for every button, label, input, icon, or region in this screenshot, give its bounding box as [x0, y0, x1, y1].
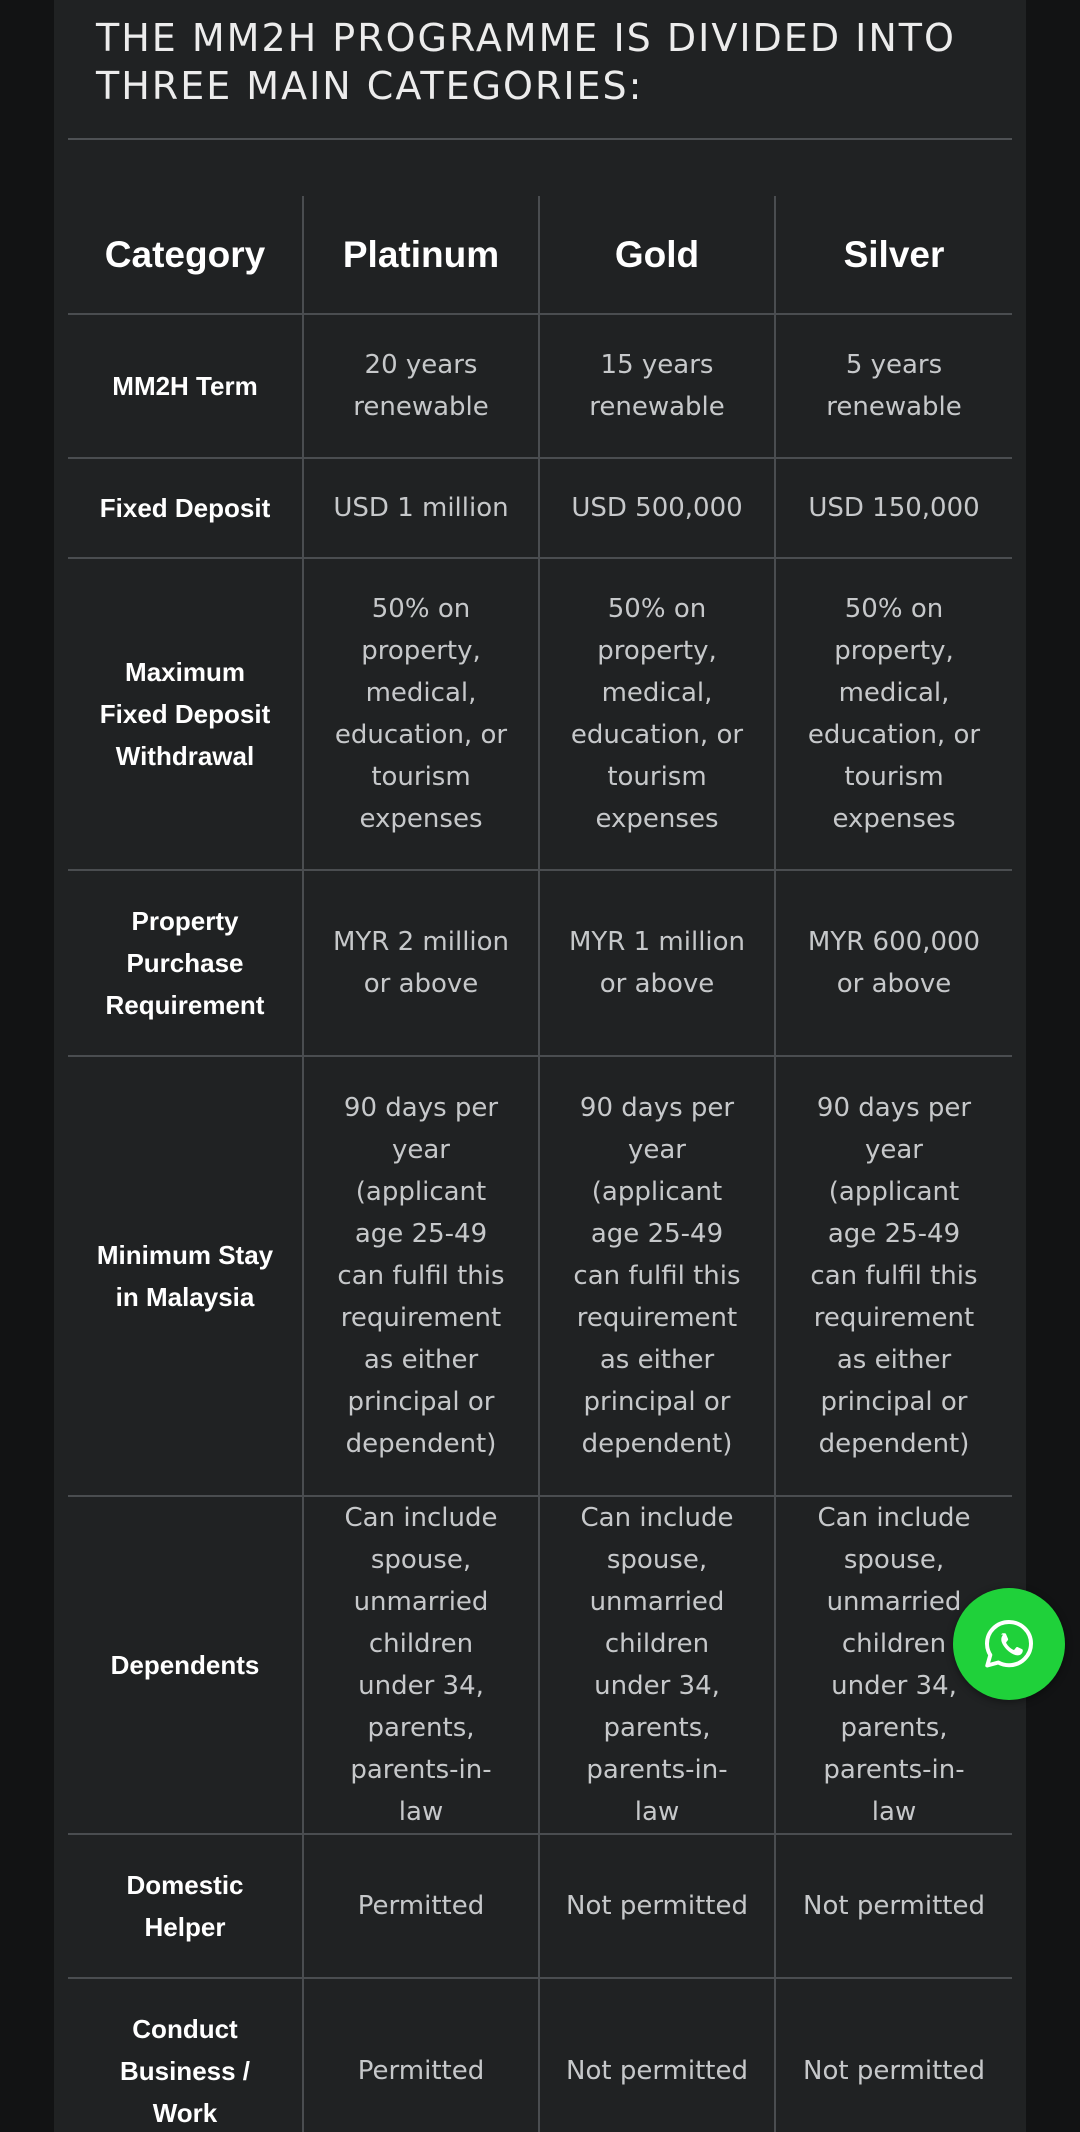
cell-platinum: 50% on property, medical, education, or tourism expenses [303, 558, 539, 870]
table-row [68, 1834, 1012, 1978]
section-heading: THE MM2H PROGRAMME IS DIVIDED INTO THREE MAIN CATEGORIES: [96, 16, 956, 108]
cell-silver: Not permitted [775, 1834, 1012, 1978]
row-label: Property Purchase Requirement [68, 870, 303, 1056]
table-row [68, 558, 1012, 870]
cell-silver: 50% on property, medical, education, or tourism expenses [775, 558, 1012, 870]
cell-gold: 50% on property, medical, education, or tourism expenses [539, 558, 775, 870]
content-panel [54, 0, 1026, 2132]
whatsapp-icon [981, 1616, 1037, 1672]
cell-gold: 90 days per year (applicant age 25-49 can fulfil this requirement as either principal or dependent) [539, 1056, 775, 1496]
header-gold: Gold [539, 196, 775, 314]
cell-gold: Not permitted [539, 1978, 775, 2132]
row-label: Conduct Business / Work [68, 1978, 303, 2132]
table-row [68, 314, 1012, 458]
cell-platinum: 90 days per year (applicant age 25-49 can fulfil this requirement as either principal or dependent) [303, 1056, 539, 1496]
row-label: Fixed Deposit [68, 458, 303, 558]
header-platinum: Platinum [303, 196, 539, 314]
table-row [68, 458, 1012, 558]
cell-platinum: Permitted [303, 1834, 539, 1978]
cell-gold: 15 years renewable [539, 314, 775, 458]
cell-silver: Can include spouse, unmarried children under 34, parents, parents-in-law [775, 1496, 1012, 1834]
cell-gold: USD 500,000 [539, 458, 775, 558]
table-row [68, 1978, 1012, 2132]
header-silver: Silver [775, 196, 1012, 314]
whatsapp-button[interactable] [953, 1588, 1065, 1700]
divider [68, 138, 1012, 140]
cell-gold: Can include spouse, unmarried children under 34, parents, parents-in-law [539, 1496, 775, 1834]
cell-silver: 90 days per year (applicant age 25-49 can fulfil this requirement as either principal or dependent) [775, 1056, 1012, 1496]
cell-platinum: Can include spouse, unmarried children under 34, parents, parents-in-law [303, 1496, 539, 1834]
table-row [68, 1496, 1012, 1834]
table-header-row [68, 196, 1012, 314]
cell-platinum: USD 1 million [303, 458, 539, 558]
header-category: Category [68, 196, 303, 314]
cell-silver: Not permitted [775, 1978, 1012, 2132]
table-row [68, 1056, 1012, 1496]
categories-table [68, 196, 1012, 2132]
cell-platinum: MYR 2 million or above [303, 870, 539, 1056]
cell-silver: 5 years renewable [775, 314, 1012, 458]
table-row [68, 870, 1012, 1056]
cell-platinum: Permitted [303, 1978, 539, 2132]
row-label: Maximum Fixed Deposit Withdrawal [68, 558, 303, 870]
cell-gold: Not permitted [539, 1834, 775, 1978]
row-label: MM2H Term [68, 314, 303, 458]
row-label: Dependents [68, 1496, 303, 1834]
cell-silver: USD 150,000 [775, 458, 1012, 558]
cell-gold: MYR 1 million or above [539, 870, 775, 1056]
cell-silver: MYR 600,000 or above [775, 870, 1012, 1056]
row-label: Minimum Stay in Malaysia [68, 1056, 303, 1496]
row-label: Domestic Helper [68, 1834, 303, 1978]
cell-platinum: 20 years renewable [303, 314, 539, 458]
